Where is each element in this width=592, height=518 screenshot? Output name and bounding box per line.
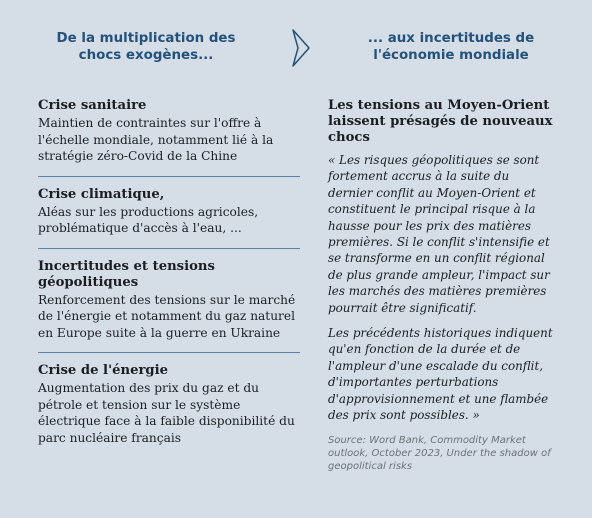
item-incertitudes-geopolitiques bbox=[38, 259, 300, 342]
item-text: Augmentation des prix du gaz et du pétrole et tension sur le système électrique face à la faible disponibilité du parc nucléaire français bbox=[38, 381, 295, 445]
right-title: Les tensions au Moyen-Orient laissent présagés de nouveaux chocs bbox=[328, 98, 553, 145]
header-right: ... aux incertitudes de l'économie mondiale bbox=[367, 31, 535, 63]
chevron-right-icon bbox=[289, 26, 313, 70]
divider bbox=[38, 176, 300, 177]
item-crise-climatique bbox=[38, 187, 300, 237]
divider bbox=[38, 352, 300, 353]
left-column bbox=[38, 98, 300, 446]
header-left: De la multiplication des chocs exogènes... bbox=[56, 31, 236, 63]
item-crise-energie bbox=[38, 363, 300, 446]
divider bbox=[38, 248, 300, 249]
quote-paragraph-2: Les précédents historiques indiquent qu'en fonction de la durée et de l'ampleur d'une escalade du conflit, d'importantes perturbations d'approvisionnement et une flambée des prix sont possibles. » bbox=[328, 326, 553, 423]
source-note: Source: Word Bank, Commodity Market outlook, October 2023, Under the shadow of geopolitical risks bbox=[328, 434, 551, 472]
item-text: Maintien de contraintes sur l'offre à l'échelle mondiale, notamment lié à la stratégie zéro-Covid de la Chine bbox=[38, 116, 274, 163]
quote-paragraph-1: « Les risques géopolitiques se sont fortement accrus à la suite du dernier conflit au Moyen-Orient et constituent le principal risque à la hausse pour les prix des matières premières. Si le conflit s'intensifie et se transforme en un conflit régional de plus grande ampleur, l'impact sur les marchés des matières premières pourrait être significatif. bbox=[328, 153, 550, 315]
item-crise-sanitaire bbox=[38, 98, 300, 165]
item-text: Aléas sur les productions agricoles, problématique d'accès à l'eau, ... bbox=[38, 204, 259, 235]
item-title: Crise de l'énergie bbox=[38, 363, 169, 378]
item-title: Crise sanitaire bbox=[38, 98, 147, 113]
right-column bbox=[328, 98, 554, 473]
item-title: Crise climatique, bbox=[38, 186, 165, 202]
item-title: Incertitudes et tensions géopolitiques bbox=[38, 258, 215, 290]
item-text: Renforcement des tensions sur le marché de l'énergie et notamment du gaz naturel en Europe suite à la guerre en Ukraine bbox=[38, 292, 296, 340]
